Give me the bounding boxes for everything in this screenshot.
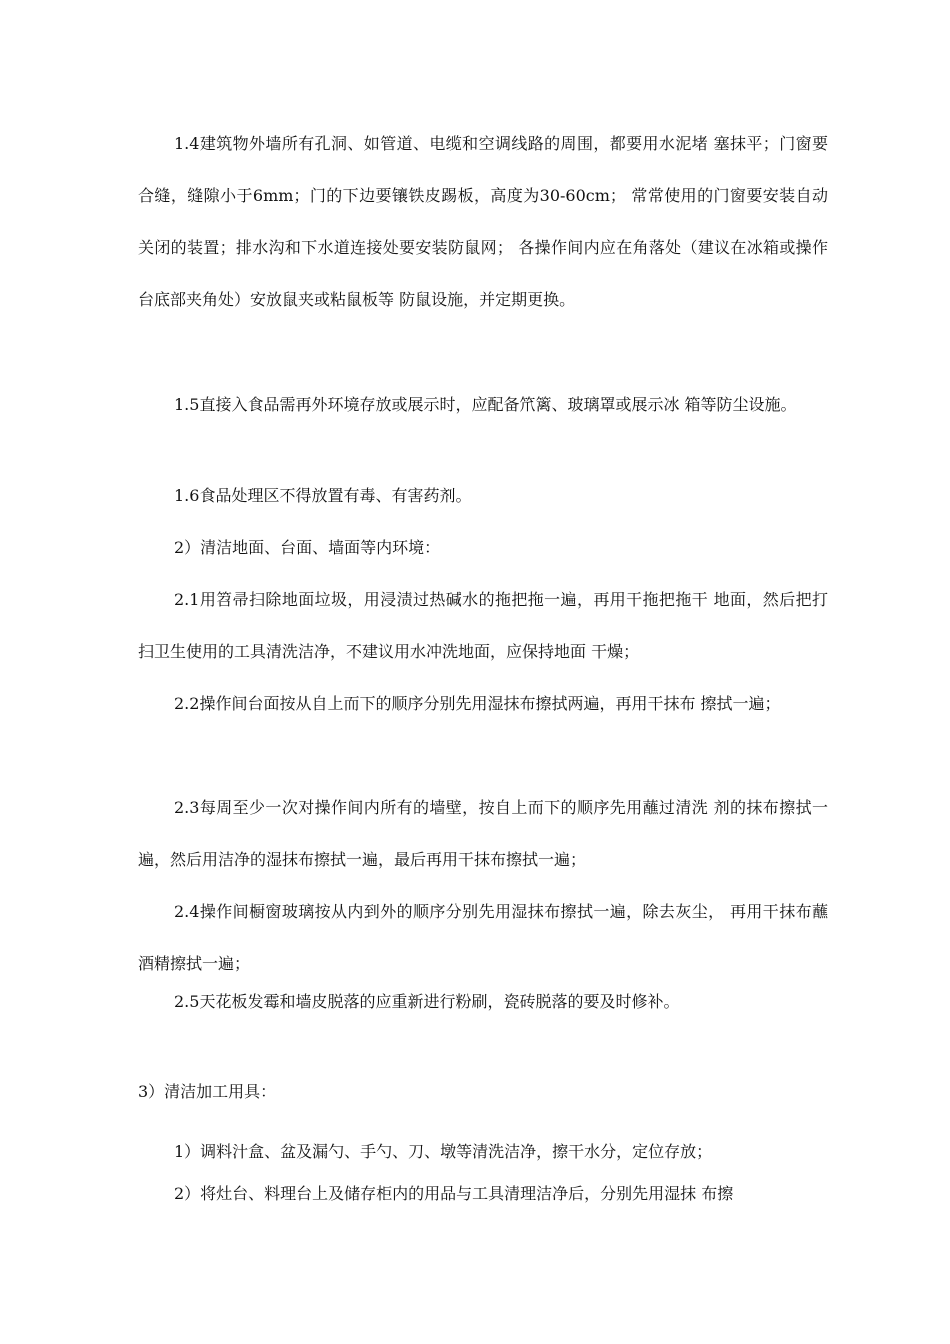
paragraph-2-1: 2.1用笤帚扫除地面垃圾，用浸渍过热碱水的拖把拖一遍，再用干拖把拖干 地面，然后把打扫卫生使用的工具清洗洁净，不建议用水冲洗地面，应保持地面 干燥； bbox=[138, 590, 828, 661]
list-item-1: 1）调料汁盒、盆及漏勺、手勺、刀、墩等清洗洁净，擦干水分，定位存放； bbox=[174, 1142, 713, 1161]
paragraph-2-2: 2.2操作间台面按从自上而下的顺序分别先用湿抹布擦拭两遍，再用干抹布 擦拭一遍； bbox=[174, 694, 781, 713]
paragraph-1-6: 1.6食品处理区不得放置有毒、有害药剂。 bbox=[174, 486, 472, 505]
paragraph-2-4: 2.4操作间橱窗玻璃按从内到外的顺序分别先用湿抹布擦拭一遍，除去灰尘， 再用干抹布蘸酒精擦拭一遍； bbox=[138, 902, 828, 973]
list-item-2: 2）将灶台、料理台上及储存柜内的用品与工具清理洁净后，分别先用湿抹 布擦 bbox=[174, 1184, 734, 1203]
section-heading-3: 3）清洁加工用具： bbox=[138, 1082, 277, 1101]
section-heading-2: 2）清洁地面、台面、墙面等内环境： bbox=[174, 538, 441, 557]
paragraph-2-3: 2.3每周至少一次对操作间内所有的墙壁，按自上而下的顺序先用蘸过清洗 剂的抹布擦拭一遍，然后用洁净的湿抹布擦拭一遍，最后再用干抹布擦拭一遍； bbox=[138, 798, 828, 869]
paragraph-2-5: 2.5天花板发霉和墙皮脱落的应重新进行粉刷，瓷砖脱落的要及时修补。 bbox=[174, 992, 680, 1011]
paragraph-1-5: 1.5直接入食品需再外环境存放或展示时，应配备笊篱、玻璃罩或展示冰 箱等防尘设施。 bbox=[174, 395, 797, 414]
paragraph-1-4: 1.4建筑物外墙所有孔洞、如管道、电缆和空调线路的周围，都要用水泥堵 塞抹平；门窗要合缝，缝隙小于6mm；门的下边要镶铁皮踢板，高度为30-60cm； 常常使用的门窗要安装自动关闭的装置；排水沟和下水道连接处要安装防鼠网； 各操作间内应在角落处（建议在冰箱或操作台底部夹角处）安放鼠夹或粘鼠板等 防鼠设施，并定期更换。 bbox=[138, 134, 828, 309]
